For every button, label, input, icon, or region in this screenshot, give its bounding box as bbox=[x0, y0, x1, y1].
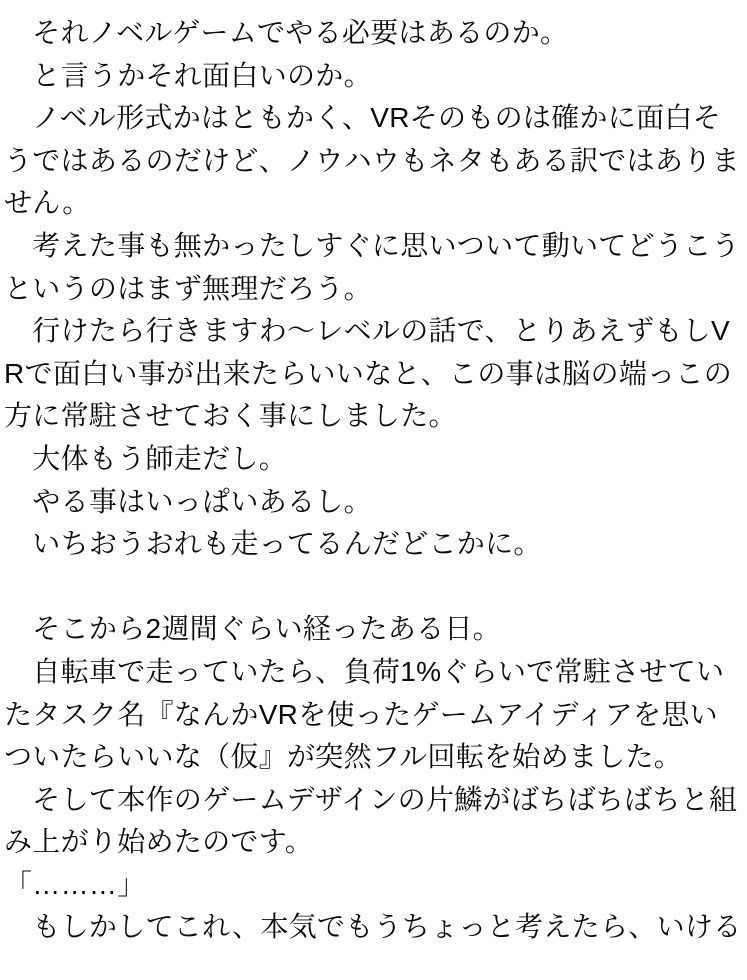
text-line: 行けたら行きますわ〜レベルの話で、とりあえずもしV bbox=[4, 315, 730, 347]
text-line: それノベルゲームでやる必要はあるのか。 bbox=[4, 17, 569, 48]
text-line: と言うかそれ面白いのか。 bbox=[4, 59, 372, 91]
text-line: み上がり始めたのです。 bbox=[4, 826, 314, 858]
text-line: たタスク名『なんかVRを使ったゲームアイディアを思い bbox=[4, 698, 718, 730]
text-line: うではあるのだけど、ノウハウもネタもある訳ではありま bbox=[4, 144, 740, 176]
text-line: 考えた事も無かったしすぐに思いついて動いてどうこう bbox=[4, 229, 740, 261]
text-line: もしかしてこれ、本気でもうちょっと考えたら、いける bbox=[4, 911, 742, 943]
text-line: というのはまず無理だろう。 bbox=[4, 272, 372, 304]
text-line: Rで面白い事が出来たらいいなと、この事は脳の端っこの bbox=[4, 357, 733, 389]
text-line: そして本作のゲームデザインの片鱗がばちばちばちと組 bbox=[4, 783, 738, 815]
blank-line bbox=[4, 566, 745, 609]
text-line: せん。 bbox=[4, 187, 91, 219]
text-line: ノベル形式かはともかく、VRそのものは確かに面白そ bbox=[4, 102, 722, 134]
text-line: 自転車で走っていたら、負荷1%ぐらいで常駐させてい bbox=[4, 655, 725, 687]
text-line: 「………」 bbox=[4, 868, 146, 900]
text-line: ついたらいいな（仮』が突然フル回転を始めました。 bbox=[4, 741, 683, 773]
text-line: そこから2週間ぐらい経ったある日。 bbox=[4, 613, 501, 645]
text-line: 大体もう師走だし。 bbox=[4, 442, 288, 474]
text-line: やる事はいっぱいあるし。 bbox=[4, 485, 372, 517]
text-line: いちおうおれも走ってるんだどこかに。 bbox=[4, 528, 542, 560]
text-line: 方に常駐させておく事にしました。 bbox=[4, 400, 457, 432]
